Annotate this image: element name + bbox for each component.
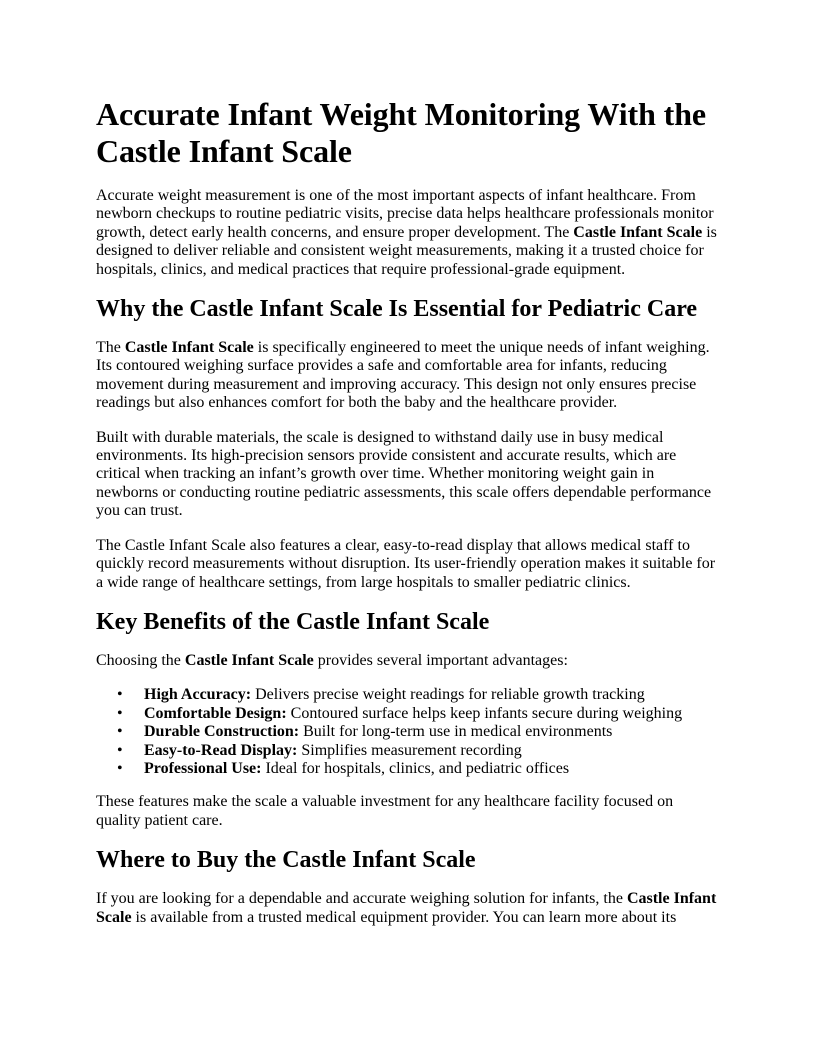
bullet-icon: • <box>117 686 123 704</box>
list-item <box>117 741 720 760</box>
section-heading-where-to-buy: Where to Buy the Castle Infant Scale <box>96 847 476 874</box>
benefit-text: Delivers precise weight readings for reliable growth tracking <box>251 686 645 704</box>
why-paragraph-3: The Castle Infant Scale also features a clear, easy-to-read display that allows medical staff to quickly record measurements without disruption. Its user-friendly operation makes it suitable for a wide range of healthcare settings, from large hospitals to smaller pediatric clinics. <box>96 536 716 591</box>
intro-paragraph <box>96 187 720 279</box>
list-item <box>117 723 720 741</box>
intro-text-1: Accurate weight measurement is one of the most important aspects of infant healthcare. From newborn checkups to routine pediatric visits, precise data helps healthcare professionals monitor growth, detect early health concerns, and ensure proper development. The <box>96 187 714 241</box>
why-p1-text-1: The <box>96 339 125 357</box>
buy-text-1: If you are looking for a dependable and accurate weighing solution for infants, the <box>96 890 627 908</box>
benefit-text: Contoured surface helps keep infants secure during weighing <box>286 704 683 722</box>
intro-bold-product: Castle Infant Scale <box>573 223 703 241</box>
list-item <box>117 704 720 723</box>
list-item <box>117 686 720 704</box>
why-p1-bold-product: Castle Infant Scale <box>124 339 254 357</box>
section-heading-benefits: Key Benefits of the Castle Infant Scale <box>96 608 490 635</box>
list-item <box>117 759 720 778</box>
benefits-lead-bold-product: Castle Infant Scale <box>184 651 314 669</box>
bullet-icon: • <box>117 704 123 722</box>
bullet-icon: • <box>117 759 123 777</box>
benefit-label: High Accuracy: <box>144 686 252 704</box>
page-title: Accurate Infant Weight Monitoring With the Castle Infant Scale <box>96 96 707 169</box>
why-paragraph-2: Built with durable materials, the scale is designed to withstand daily use in busy medical environments. Its high-precision sensors provide consistent and accurate results, which are critical when tracking an infant’s growth over time. Whether monitoring weight gain in newborns or conducting routine pediatric assessments, this scale offers dependable performance you can trust. <box>96 428 712 520</box>
benefit-label: Professional Use: <box>144 759 262 777</box>
benefit-text: Simplifies measurement recording <box>297 741 522 759</box>
benefits-list <box>96 686 720 778</box>
why-p1-text-2: is specifically engineered to meet the unique needs of infant weighing. Its contoured weighing surface provides a safe and comfortable area for infants, reducing movement during measurement and improving accuracy. This design not only ensures precise readings but also enhances comfort for both the baby and the healthcare provider. <box>96 339 710 412</box>
benefit-label: Durable Construction: <box>144 723 300 741</box>
bullet-icon: • <box>117 741 123 759</box>
benefit-label: Comfortable Design: <box>144 704 287 722</box>
benefit-label: Easy-to-Read Display: <box>144 741 298 759</box>
document-page <box>96 96 720 943</box>
benefits-lead-text-2: provides several important advantages: <box>313 651 568 669</box>
buy-bold-product: Castle Infant Scale <box>96 890 717 926</box>
where-to-buy-paragraph <box>96 890 720 927</box>
benefits-lead <box>96 652 720 670</box>
bullet-icon: • <box>117 723 123 741</box>
benefits-closing: These features make the scale a valuable investment for any healthcare facility focused on quality patient care. <box>96 793 674 829</box>
benefit-text: Ideal for hospitals, clinics, and pediatric offices <box>261 759 570 777</box>
buy-text-2: is available from a trusted medical equipment provider. You can learn more about its <box>131 908 677 926</box>
benefits-lead-text-1: Choosing the <box>96 651 185 669</box>
benefit-text: Built for long-term use in medical environments <box>299 723 613 741</box>
why-paragraph-1 <box>96 339 720 413</box>
intro-text-2: is designed to deliver reliable and consistent weight measurements, making it a trusted choice for hospitals, clinics, and medical practices that require professional-grade equipment. <box>96 223 717 278</box>
section-heading-why: Why the Castle Infant Scale Is Essential for Pediatric Care <box>96 296 698 323</box>
